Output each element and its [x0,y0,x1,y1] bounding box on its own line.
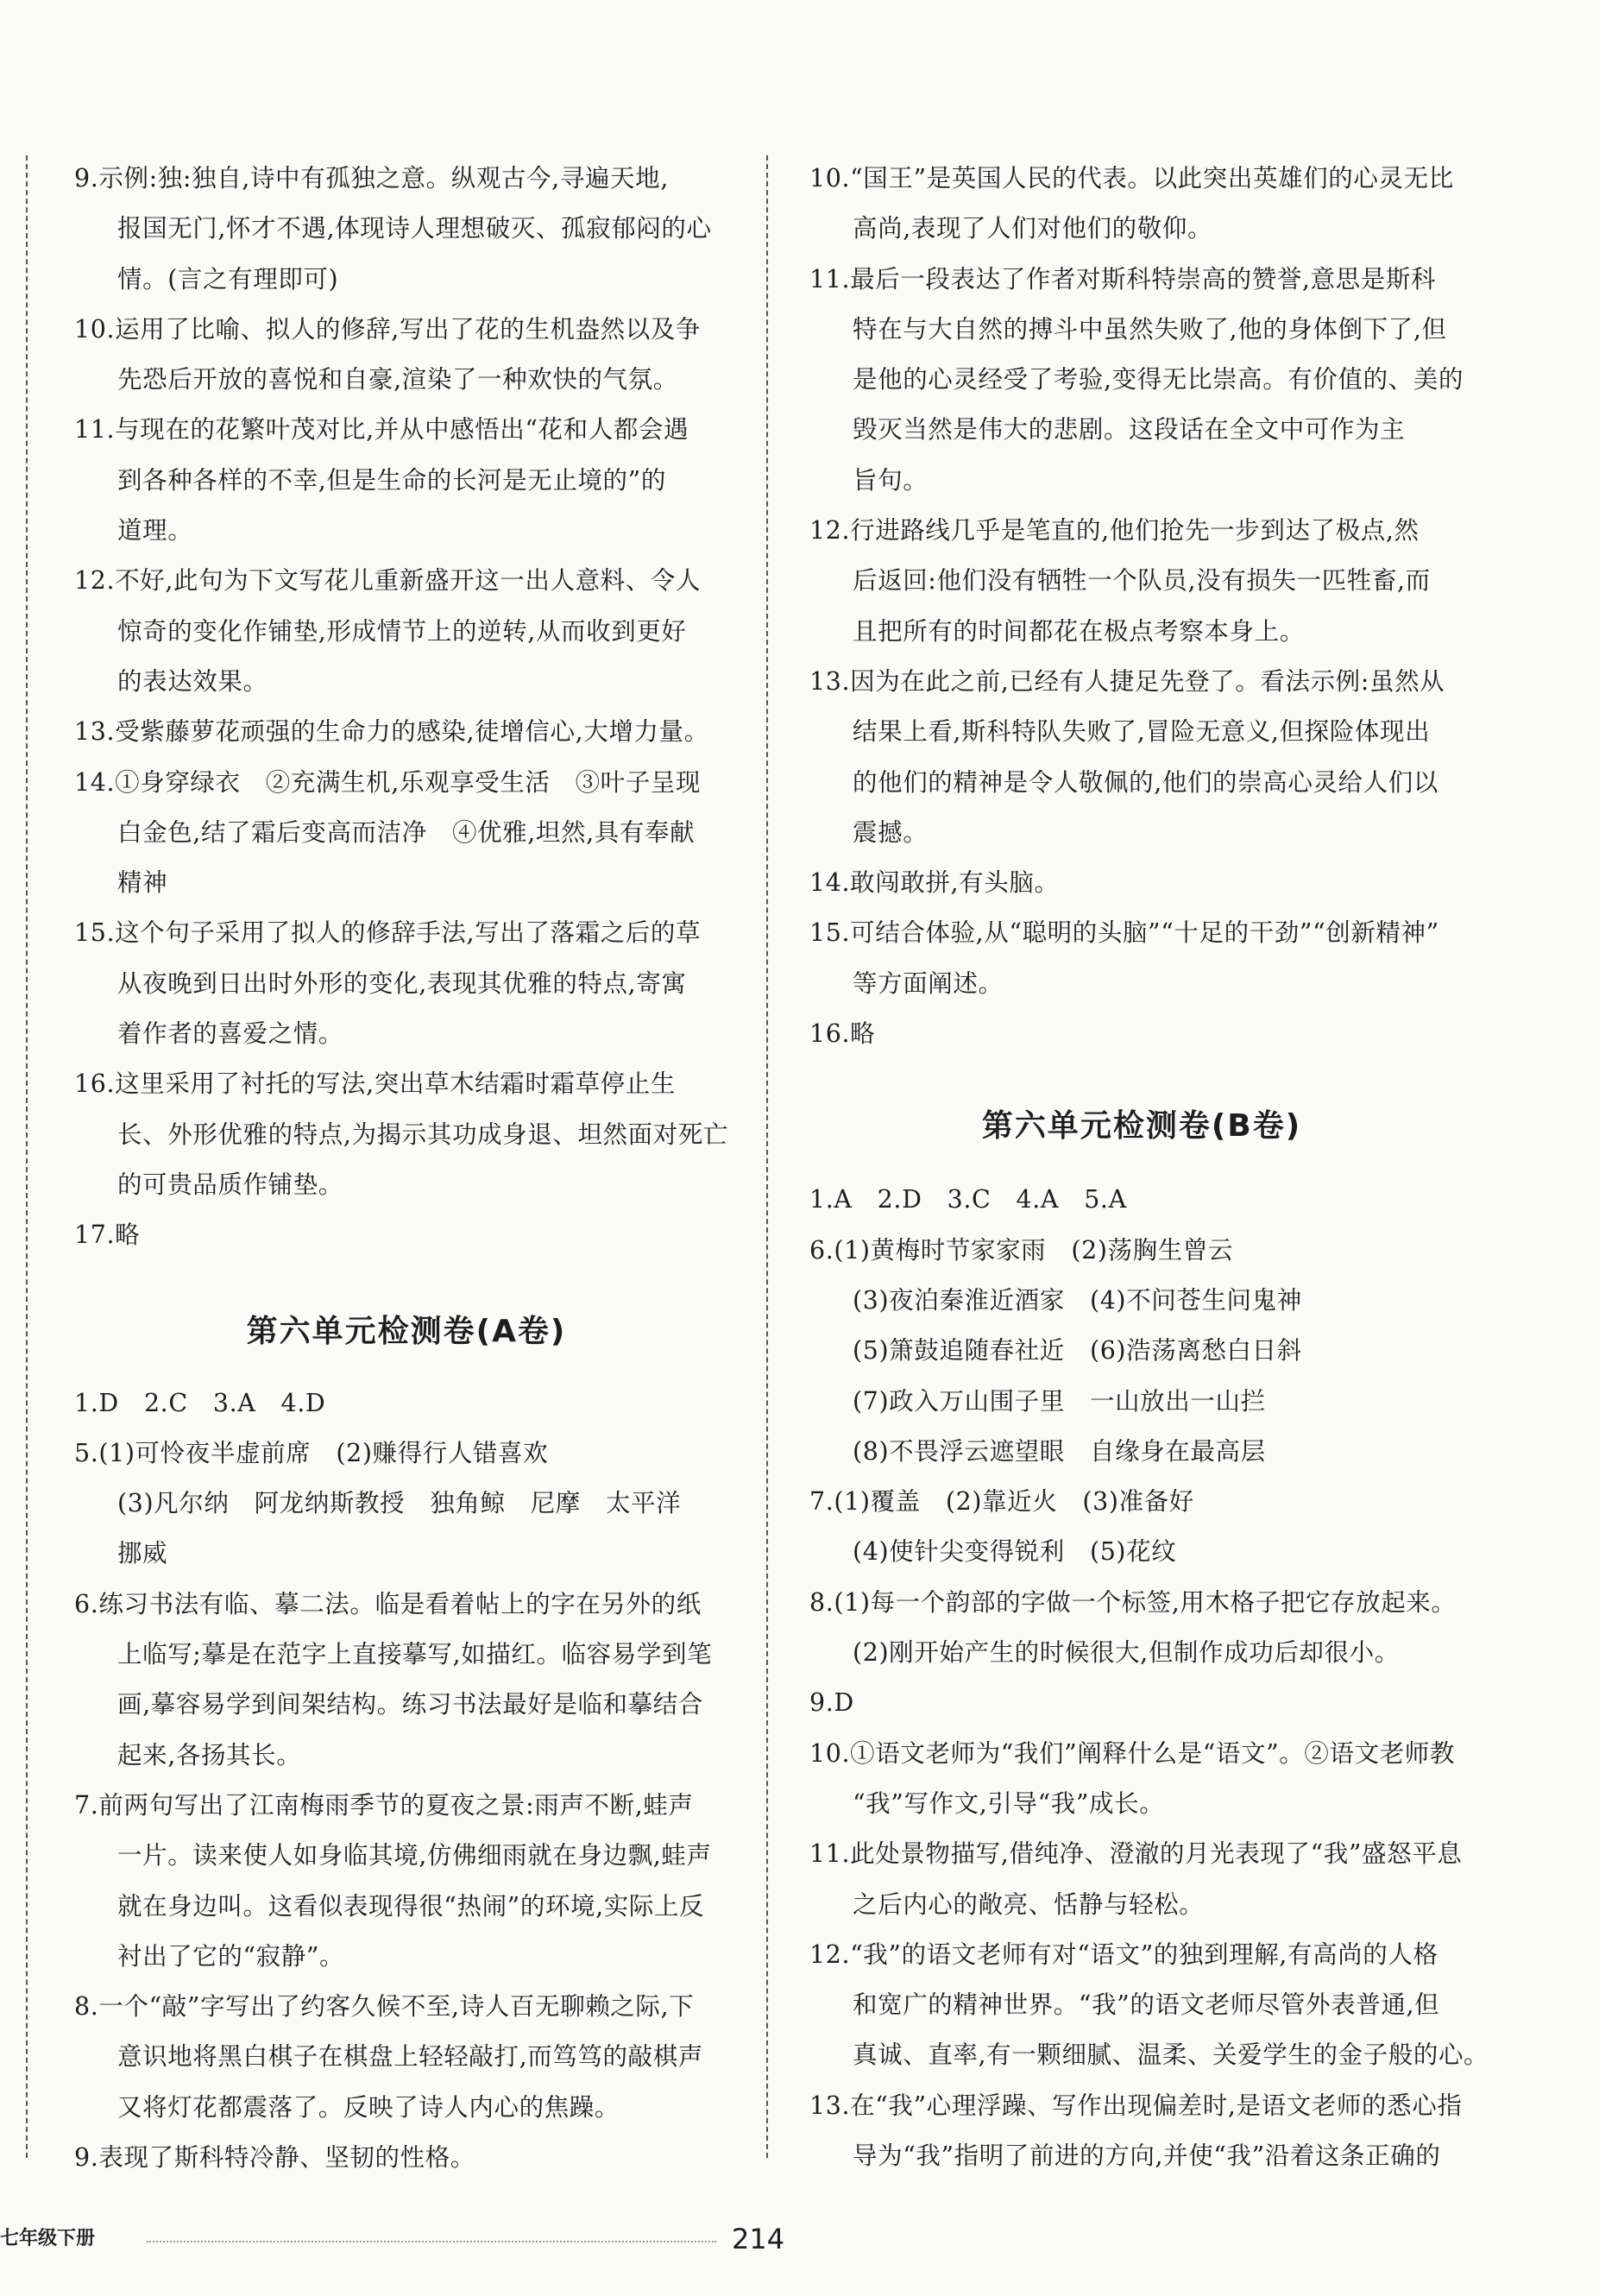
answer-line: 7.前两句写出了江南梅雨季节的夏夜之景:雨声不断,蛙声 [74,1790,694,1820]
answer-line-continued: 的他们的精神是令人敬佩的,他们的崇高心灵给人们以 [853,767,1438,797]
answer-line-continued: (5)箫鼓追随春社近 (6)浩荡离愁白日斜 [853,1336,1302,1366]
answer-item [809,858,1474,908]
answer-item [74,908,739,1059]
answer-line-continued: 情。(言之有理即可) [117,264,339,293]
answer-line-continued: 画,摹容易学到间架结构。练习书法最好是临和摹结合 [117,1690,703,1719]
answer-item [74,154,739,305]
answer-line-continued: 道理。 [117,516,193,546]
answer-line-continued: 特在与大自然的搏斗中虽然失败了,他的身体倒下了,但 [853,314,1447,344]
answer-item [74,556,739,707]
answer-line-continued: 高尚,表现了人们对他们的敬仰。 [853,214,1213,243]
answer-line: 11.此处景物描写,借纯净、澄澈的月光表现了“我”盛怒平息 [809,1839,1463,1869]
answer-line-continued: (3)凡尔纳 阿龙纳斯教授 独角鲸 尼摩 太平洋 [117,1489,682,1518]
answer-line-continued: 的表达效果。 [117,666,268,696]
answer-item [809,657,1474,858]
answer-line-continued: 上临写;摹是在范字上直接摹写,如描红。临容易学到笔 [117,1640,713,1669]
answer-item [809,1226,1474,1477]
answer-line-continued: 又将灯花都震落了。反映了诗人内心的焦躁。 [117,2092,620,2122]
answer-item [809,255,1474,506]
answer-line: 10.运用了比喻、拟人的修辞,写出了花的生机盎然以及争 [74,314,702,344]
answer-line-continued: 白金色,结了霜后变高而洁净 ④优雅,坦然,具有奉献 [117,817,696,847]
answer-line: 1.D 2.C 3.A 4.D [74,1388,326,1417]
answer-line-continued: 意识地将黑白棋子在棋盘上轻轻敲打,而笃笃的敲棋声 [117,2042,703,2072]
answer-item [809,1578,1474,1679]
left-answers-bottom [74,1378,739,2184]
left-column [74,154,739,2183]
answer-item [74,1982,739,2133]
answer-line: 12.行进路线几乎是笔直的,他们抢先一步到达了极点,然 [809,516,1420,546]
answer-item [809,1930,1489,2081]
answer-item [809,2081,1474,2182]
answer-line-continued: (7)政入万山围子里 一山放出一山拦 [853,1386,1266,1416]
answer-line: 8.(1)每一个韵部的字做一个标签,用木格子把它存放起来。 [809,1587,1457,1617]
answer-line-continued: 衬出了它的“寂静”。 [117,1941,345,1971]
answer-line: 10.①语文老师为“我们”阐释什么是“语文”。②语文老师教 [809,1738,1456,1768]
answer-line: 16.略 [809,1019,876,1049]
answer-line: 11.与现在的花繁叶茂对比,并从中感悟出“花和人都会遇 [74,415,689,445]
page-footer [0,2222,1599,2256]
answer-line: 1.A 2.D 3.C 4.A 5.A [809,1185,1127,1214]
answer-line-continued: 报国无门,怀才不遇,体现诗人理想破灭、孤寂郁闷的心 [117,214,712,243]
answer-line-continued: 等方面阐述。 [853,968,1004,998]
left-answers-top [74,154,739,1261]
answer-line-continued: 惊奇的变化作铺垫,形成情节上的逆转,从而收到更好 [117,616,687,646]
answer-line: 9.D [809,1688,854,1718]
answer-line-continued: (8)不畏浮云遮望眼 自缘身在最高层 [853,1436,1266,1466]
answer-line: 17.略 [74,1221,141,1250]
answer-line: 13.在“我”心理浮躁、写作出现偏差时,是语文老师的悉心指 [809,2091,1463,2120]
answer-line: 8.一个“敲”字写出了约客久候不至,诗人百无聊赖之际,下 [74,1992,695,2022]
answer-line-continued: 且把所有的时间都花在极点考察本身上。 [853,616,1305,646]
answer-line-continued: 挪威 [117,1539,168,1568]
answer-line: 6.(1)黄梅时节家家雨 (2)荡胸生曾云 [809,1235,1234,1265]
answer-item [74,305,739,406]
answer-line: 10.“国王”是英国人民的代表。以此突出英雄们的心灵无比 [809,164,1454,192]
answer-line-continued: 就在身边叫。这看似表现得很“热闹”的环境,实际上反 [117,1891,705,1921]
right-answers-top [809,154,1474,1059]
answer-item [74,1210,739,1260]
answer-line-continued: 之后内心的敞亮、恬静与轻松。 [853,1889,1205,1919]
answer-line: 13.受紫藤萝花顽强的生命力的感染,徒增信心,大增力量。 [74,717,709,747]
answer-item [809,1175,1474,1225]
answer-item [809,1829,1474,1930]
section-heading-b: 第六单元检测卷(B卷) [981,1108,1302,1145]
answer-item [74,1059,739,1210]
answer-line-continued: 到各种各样的不幸,但是生命的长河是无止境的”的 [117,465,666,495]
answer-item [74,1378,739,1429]
answer-line: 5.(1)可怜夜半虚前席 (2)赚得行人错喜欢 [74,1438,549,1467]
answer-line: 15.这个句子采用了拟人的修辞手法,写出了落霜之后的草 [74,918,702,948]
answer-item [809,506,1474,657]
footer-dotted-rule [147,2241,716,2242]
answer-line: 12.不好,此句为下文写花儿重新盛开这一出人意料、令人 [74,566,702,596]
section-heading-a: 第六单元检测卷(A卷) [246,1313,567,1349]
answer-line-continued: 是他的心灵经受了考验,变得无比崇高。有价值的、美的 [853,365,1464,394]
footer-grade-label: 七年级下册 [0,2228,96,2249]
right-answers-bottom [809,1175,1489,2181]
answer-line: 16.这里采用了衬托的写法,突出草木结霜时霜草停止生 [74,1069,676,1099]
answer-item [74,405,739,556]
answer-line-continued: 起来,各扬其长。 [117,1740,302,1769]
answer-item [74,2133,739,2183]
answer-line-continued: 后返回:他们没有牺牲一个队员,没有损失一匹牲畜,而 [853,566,1431,596]
answer-item [809,1678,1474,1728]
answer-line-continued: (2)刚开始产生的时候很大,但制作成功后却很小。 [853,1638,1400,1668]
answer-line-continued: 结果上看,斯科特队失败了,冒险无意义,但探险体现出 [853,717,1431,747]
page-number: 214 [732,2223,785,2255]
answer-line-continued: 导为“我”指明了前进的方向,并使“我”沿着这条正确的 [853,2141,1441,2170]
answer-line: 14.①身穿绿衣 ②充满生机,乐观享受生活 ③叶子呈现 [74,767,702,797]
answer-line-continued: 先恐后开放的喜悦和自豪,渲染了一种欢快的气氛。 [117,365,678,394]
answer-item [74,758,739,909]
answer-line: 9.示例:独:独自,诗中有孤独之意。纵观古今,寻遍天地, [74,164,669,192]
answer-item [809,154,1474,255]
answer-line-continued: 毁灭当然是伟大的悲剧。这段话在全文中可作为主 [853,415,1406,445]
answer-line-continued: 一片。读来使人如身临其境,仿佛细雨就在身边飘,蛙声 [117,1841,712,1870]
answer-item [809,1477,1474,1578]
answer-item [809,1009,1474,1059]
answer-line-continued: 和宽广的精神世界。“我”的语文老师尽管外表普通,但 [853,1990,1440,2020]
answer-line: 14.敢闯敢拼,有头脑。 [809,868,1060,898]
answer-line-continued: 真诚、直率,有一颗细腻、温柔、关爱学生的金子般的心。 [853,2041,1489,2070]
answer-line-continued: 长、外形优雅的特点,为揭示其功成身退、坦然面对死亡 [117,1120,729,1149]
answer-line-continued: 震撼。 [853,817,929,847]
answer-line: 9.表现了斯科特冷静、坚韧的性格。 [74,2142,475,2172]
answer-line-continued: 精神 [117,868,168,898]
right-column [809,154,1489,2181]
answer-line-continued: “我”写作文,引导“我”成长。 [853,1788,1165,1818]
answer-item [74,707,739,757]
answer-line-continued: 从夜晚到日出时外形的变化,表现其优雅的特点,寄寓 [117,968,687,998]
binding-margin-line [26,155,28,2158]
answer-line-continued: (3)夜泊秦淮近酒家 (4)不问苍生问鬼神 [853,1285,1302,1315]
answer-line-continued: 旨句。 [853,465,929,495]
answer-line: 12.“我”的语文老师有对“语文”的独到理解,有高尚的人格 [809,1940,1438,1969]
column-divider-line [766,155,768,2158]
answer-line: 15.可结合体验,从“聪明的头脑”“十足的干劲”“创新精神” [809,918,1439,948]
answer-line: 7.(1)覆盖 (2)靠近火 (3)准备好 [809,1487,1194,1517]
answer-line: 6.练习书法有临、摹二法。临是看着帖上的字在另外的纸 [74,1589,702,1618]
answer-line-continued: 的可贵品质作铺垫。 [117,1170,343,1199]
answer-line-continued: (4)使针尖变得锐利 (5)花纹 [853,1537,1177,1567]
answer-line-continued: 着作者的喜爱之情。 [117,1019,343,1049]
answer-line: 13.因为在此之前,已经有人捷足先登了。看法示例:虽然从 [809,666,1445,696]
answer-item [809,1729,1474,1830]
answer-line: 11.最后一段表达了作者对斯科特崇高的赞誉,意思是斯科 [809,264,1437,293]
answer-item [809,908,1474,1009]
answer-item [74,1429,739,1580]
answer-item [74,1580,739,1781]
answer-item [74,1781,739,1982]
